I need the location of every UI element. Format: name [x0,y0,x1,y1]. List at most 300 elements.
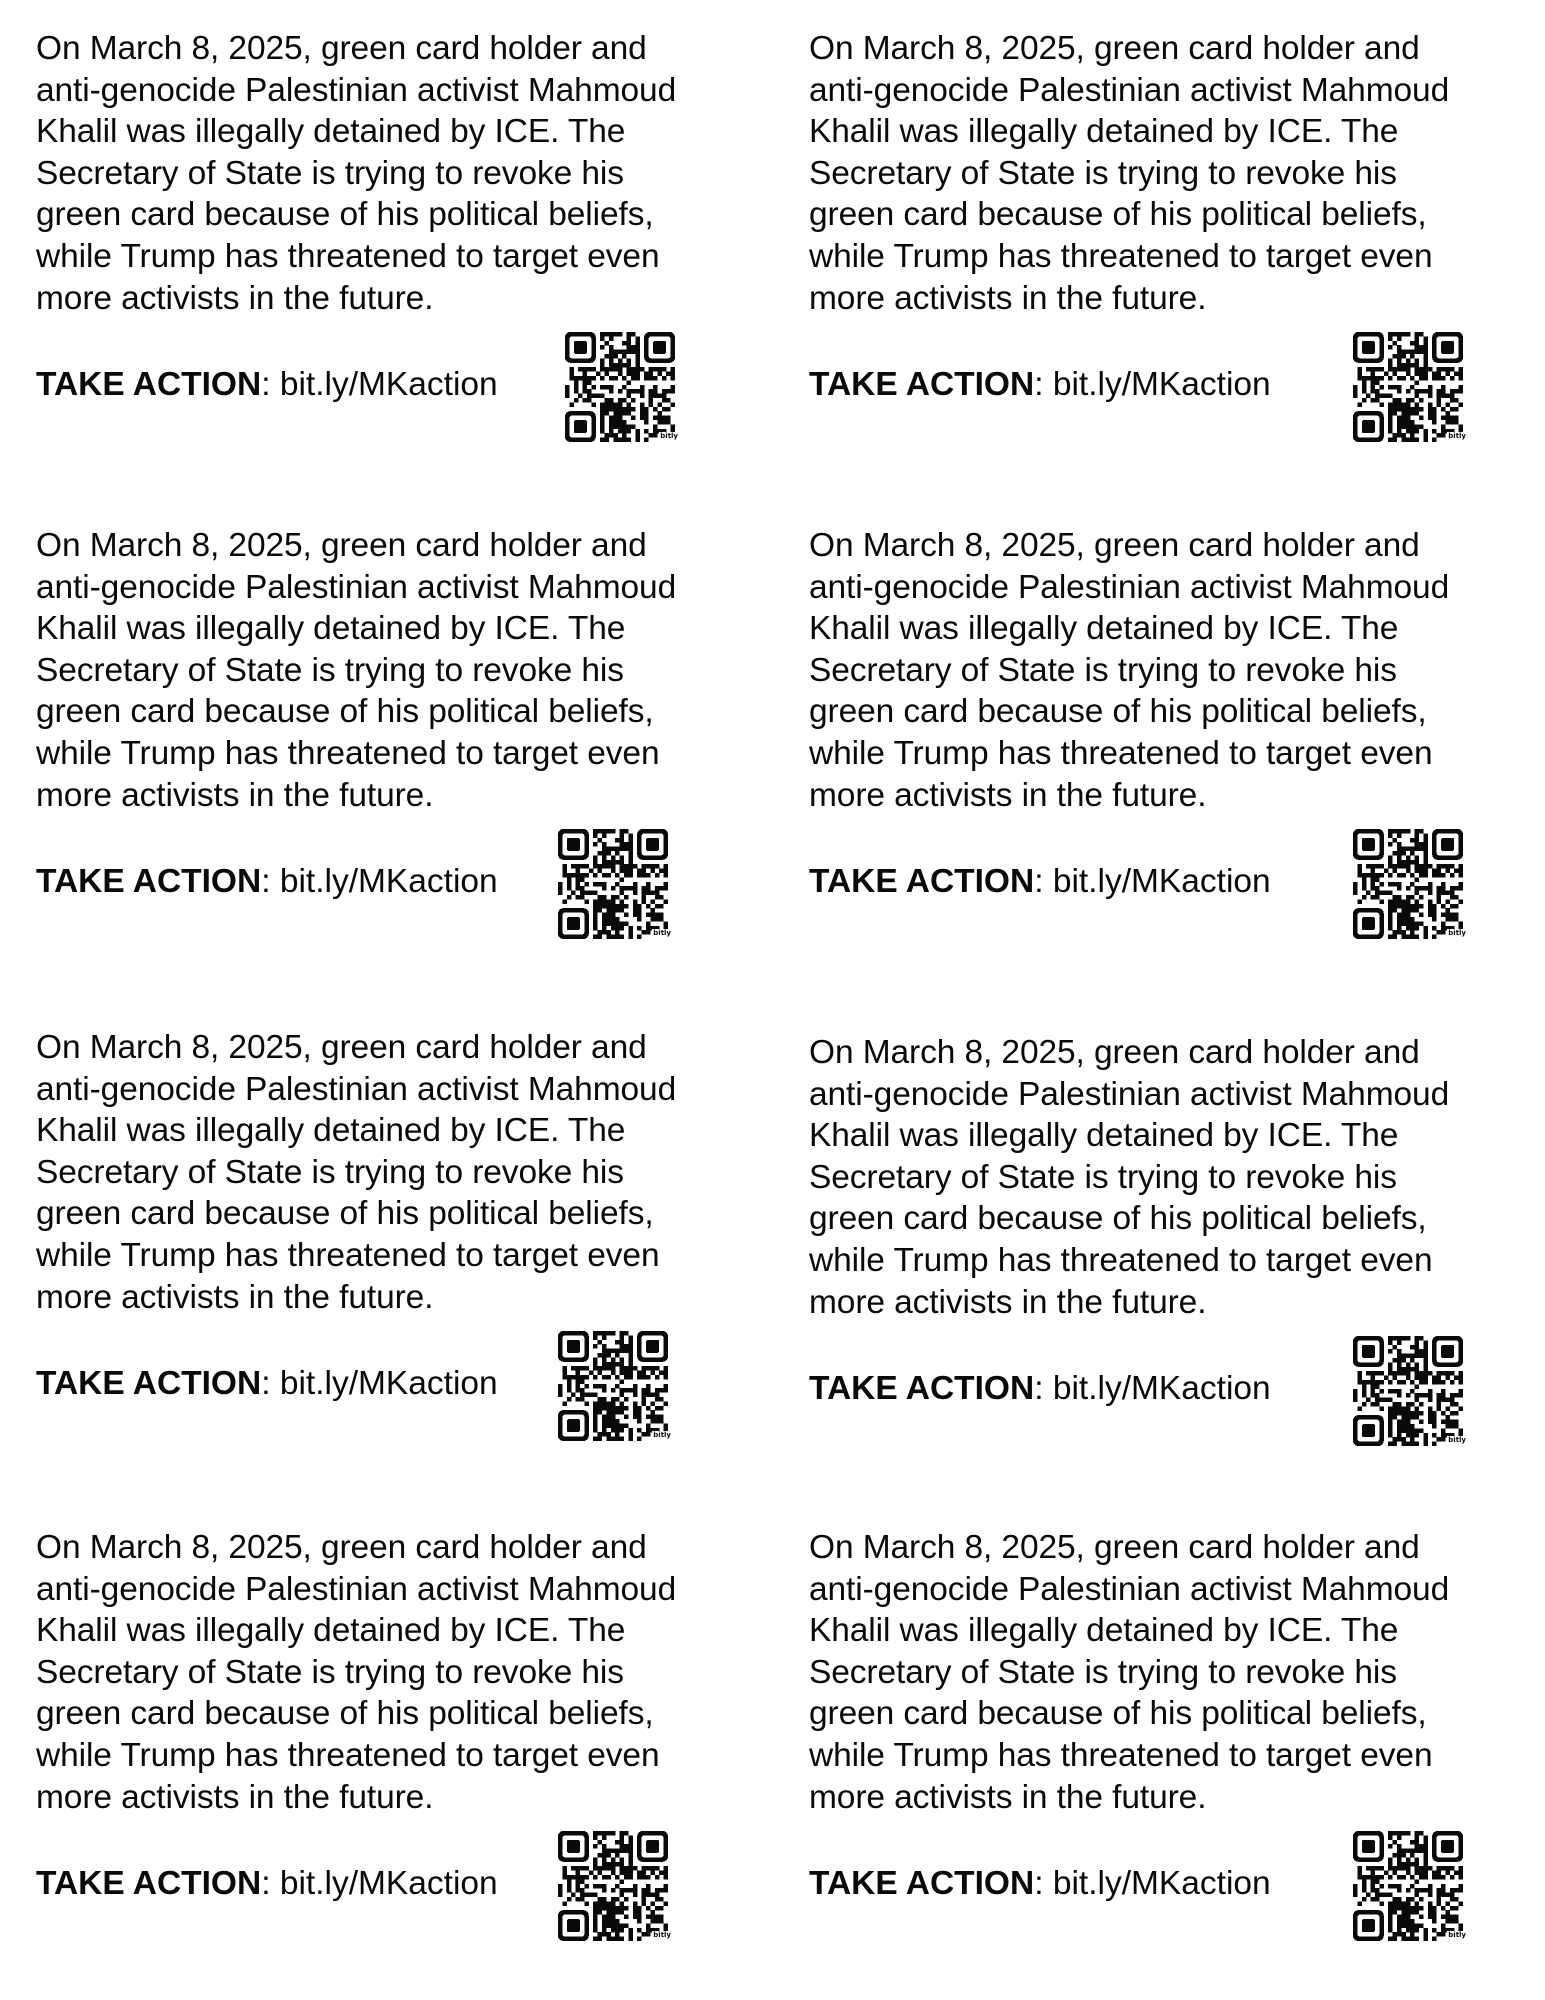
qr-module [1388,1835,1392,1839]
qr-module [620,829,624,833]
qr-module [1379,1389,1383,1393]
qr-module [605,385,609,389]
qr-module [1410,1884,1414,1888]
take-action-label: TAKE ACTION [36,1865,262,1902]
qr-module [1401,921,1405,925]
qr-module [1401,354,1405,358]
qr-module [1410,1910,1414,1914]
qr-module [606,1901,610,1905]
take-action-link[interactable]: bit.ly/MKaction [279,1365,498,1402]
qr-module [1371,895,1375,899]
qr-module [615,1423,619,1427]
qr-module [598,930,602,934]
take-action-link[interactable]: bit.ly/MKaction [1052,366,1271,403]
take-action-link[interactable]: bit.ly/MKaction [279,366,498,403]
qr-module [576,1366,580,1370]
qr-module [1353,1389,1357,1393]
qr-module [1415,1893,1419,1897]
qr-module [602,1901,606,1905]
qr-module [659,895,663,899]
qr-module [620,1879,624,1883]
qr-module [1375,1402,1379,1406]
qr-module [627,372,631,376]
qr-module [1415,877,1419,881]
qr-finder-pattern [1362,1424,1375,1437]
qr-module [666,420,670,424]
qr-module [618,424,622,428]
qr-module [1384,1871,1388,1875]
qr-code-icon[interactable] [1353,1336,1466,1446]
qr-module [1388,402,1392,406]
qr-code-icon[interactable] [558,829,671,939]
qr-module [1384,394,1388,398]
qr-module [1410,1937,1414,1941]
qr-module [580,1888,584,1892]
qr-module [598,1384,602,1388]
qr-module [1357,1406,1361,1410]
qr-module [1415,1384,1419,1388]
take-action-link[interactable]: bit.ly/MKaction [1052,1370,1271,1407]
qr-module [1401,899,1405,903]
qr-module [1362,873,1366,877]
qr-module [628,869,632,873]
qr-module [1441,407,1445,411]
qr-module [1428,1910,1432,1914]
qr-module [600,394,604,398]
qr-module [1445,1893,1449,1897]
qr-module [1441,1428,1445,1432]
qr-module [646,1406,650,1410]
qr-module [605,341,609,345]
qr-module [558,1893,562,1897]
qr-module [611,860,615,864]
qr-module [1397,1875,1401,1879]
qr-module [642,1893,646,1897]
qr-module [1450,913,1454,917]
qr-module [1432,1380,1436,1384]
qr-module [1459,869,1463,873]
qr-module [593,1844,597,1848]
qr-module [602,847,606,851]
body-line: while Trump has threatened to target even [809,734,1433,772]
qr-module [1406,829,1410,833]
qr-module [1388,1844,1392,1848]
take-action-link[interactable]: bit.ly/MKaction [279,863,498,900]
qr-module [655,913,659,917]
qr-code-icon[interactable] [1353,829,1466,939]
qr-module [628,1875,632,1879]
qr-module [1432,1415,1436,1419]
qr-module [1419,842,1423,846]
qr-module [620,1835,624,1839]
qr-code-icon[interactable] [1353,1831,1466,1941]
qr-module [602,1919,606,1923]
qr-module [1445,1406,1449,1410]
take-action-row [809,862,1271,902]
qr-module [650,913,654,917]
qr-module [1401,913,1405,917]
qr-module [1371,1393,1375,1397]
qr-module [1379,1875,1383,1879]
qr-module [571,864,575,868]
qr-module [1397,886,1401,890]
qr-module [620,1393,624,1397]
qr-module [642,1393,646,1397]
qr-module [606,1401,610,1405]
qr-module [1441,1893,1445,1897]
flyer-card-2-left [36,525,756,995]
qr-module [1459,385,1463,389]
qr-module [1379,1371,1383,1375]
qr-module [1388,1442,1392,1446]
qr-module [615,1397,619,1401]
qr-module [613,438,617,442]
qr-module [1415,1937,1419,1941]
qr-module [1437,1866,1441,1870]
qr-module [628,1366,632,1370]
qr-module [624,1371,628,1375]
qr-module [1397,921,1401,925]
qr-module [1454,1420,1458,1424]
qr-module [646,873,650,877]
qr-module [615,1937,619,1941]
qr-module [628,855,632,859]
qr-module [1397,1844,1401,1848]
qr-module [615,930,619,934]
qr-module [624,1366,628,1370]
take-action-link[interactable]: bit.ly/MKaction [1052,863,1271,900]
qr-module [620,935,624,939]
qr-module [1445,899,1449,903]
qr-module [611,1910,615,1914]
qr-finder-pattern [567,1840,580,1853]
qr-module [611,1901,615,1905]
qr-module [1415,829,1419,833]
qr-module [1415,869,1419,873]
qr-module [659,1388,663,1392]
qr-module [649,367,653,371]
qr-module [1388,1937,1392,1941]
qr-module [1423,1345,1427,1349]
qr-module [620,1888,624,1892]
qr-module [1419,1871,1423,1875]
qr-module [1401,1919,1405,1923]
qr-module [602,1388,606,1392]
qr-module [558,891,562,895]
qr-module [1441,376,1445,380]
qr-module [1388,1831,1392,1835]
qr-module [1450,1420,1454,1424]
qr-module [1445,1871,1449,1875]
qr-module [1375,376,1379,380]
qr-module [1397,367,1401,371]
qr-module [1441,1433,1445,1437]
qr-module [1401,1862,1405,1866]
qr-module [1415,891,1419,895]
qr-module [606,904,610,908]
qr-module [593,1937,597,1941]
qr-code-icon[interactable] [558,1831,671,1941]
qr-module [593,1857,597,1861]
qr-module [615,1849,619,1853]
qr-finder-pattern [567,1340,580,1353]
qr-module [650,1366,654,1370]
qr-module [1450,1866,1454,1870]
qr-module [1415,1840,1419,1844]
qr-module [1410,1442,1414,1446]
qr-module [593,917,597,921]
take-action-label: TAKE ACTION [809,366,1035,403]
qr-module [1410,385,1414,389]
qr-module [1401,908,1405,912]
qr-module [1353,1888,1357,1892]
qr-module [1371,869,1375,873]
qr-module [1432,1871,1436,1875]
qr-module [1423,1844,1427,1848]
qr-module [1459,376,1463,380]
qr-module [562,873,566,877]
qr-module [1397,833,1401,837]
qr-module [567,886,571,890]
qr-module [1401,935,1405,939]
qr-module [662,367,666,371]
qr-module [602,1844,606,1848]
qr-module [602,1375,606,1379]
qr-module [580,895,584,899]
qr-module [633,891,637,895]
qr-module [627,345,631,349]
qr-module [1441,1437,1445,1441]
qr-module [567,1875,571,1879]
qr-module [624,1906,628,1910]
qr-module [1419,1393,1423,1397]
qr-module [1437,433,1441,437]
qr-module [627,350,631,354]
qr-module [637,1375,641,1379]
qr-module [1450,1371,1454,1375]
qr-module [1393,1345,1397,1349]
qr-module [1419,1428,1423,1432]
qr-module [600,407,604,411]
qr-module [1437,1371,1441,1375]
body-line: On March 8, 2025, green card holder and [36,30,647,67]
qr-module [576,1397,580,1401]
qr-module [1357,367,1361,371]
qr-module [633,1388,637,1392]
qr-module [637,1919,641,1923]
qr-module [655,873,659,877]
qr-module [576,869,580,873]
body-line: Secretary of State is trying to revoke his [36,1653,624,1691]
flyer-body-text [809,28,1529,319]
qr-module [602,899,606,903]
qr-module [1410,433,1414,437]
qr-module [1388,899,1392,903]
qr-module [1406,1897,1410,1901]
qr-module [602,926,606,930]
qr-module [633,1866,637,1870]
qr-module [666,398,670,402]
qr-module [624,1915,628,1919]
qr-module [1432,1937,1436,1941]
qr-module [1445,411,1449,415]
qr-module [611,917,615,921]
qr-module [1397,345,1401,349]
qr-module [565,394,569,398]
qr-module [1406,886,1410,890]
qr-module [1415,1442,1419,1446]
qr-module [1406,1901,1410,1905]
qr-module [1441,904,1445,908]
qr-module [1423,345,1427,349]
qr-module [1419,1866,1423,1870]
qr-module [584,1393,588,1397]
qr-module [1371,886,1375,890]
qr-module [627,367,631,371]
qr-module [602,1849,606,1853]
qr-module [1410,407,1414,411]
qr-module [1459,873,1463,877]
body-line: green card because of his political beliefs, [36,1695,654,1733]
qr-module [567,1884,571,1888]
qr-module [1410,882,1414,886]
qr-module [664,1901,668,1905]
qr-module [1419,1849,1423,1853]
qr-module [662,389,666,393]
qr-module [1410,1932,1414,1936]
qr-module [589,891,593,895]
qr-module [1454,895,1458,899]
qr-module [606,1919,610,1923]
qr-module [1388,1367,1392,1371]
qr-finder-pattern [1441,1345,1454,1358]
qr-module [1397,389,1401,393]
qr-module [613,376,617,380]
qr-module [591,367,595,371]
qr-module [620,1857,624,1861]
qr-module [1419,1376,1423,1380]
qr-module [593,1910,597,1914]
qr-module [650,864,654,868]
qr-module [606,1875,610,1879]
qr-module [1406,1406,1410,1410]
qr-module [1371,1897,1375,1901]
qr-module [1423,1340,1427,1344]
qr-module [659,1397,663,1401]
qr-module [620,1366,624,1370]
qr-module [628,860,632,864]
qr-module [1393,385,1397,389]
qr-module [1366,1875,1370,1879]
qr-module [1419,1349,1423,1353]
qr-module [598,1331,602,1335]
qr-module [1362,1402,1366,1406]
qr-code-icon[interactable] [1353,332,1466,442]
take-action-link[interactable]: bit.ly/MKaction [279,1865,498,1902]
take-action-row [36,365,498,405]
qr-module [1459,1389,1463,1393]
qr-module [1415,1871,1419,1875]
qr-module [589,1393,593,1397]
qr-module [602,1831,606,1835]
qr-module [635,438,639,442]
qr-module [602,1401,606,1405]
qr-module [1397,1884,1401,1888]
qr-module [622,411,626,415]
qr-module [598,851,602,855]
take-action-link[interactable]: bit.ly/MKaction [1052,1865,1271,1902]
qr-module [1423,376,1427,380]
qr-module [1406,1857,1410,1861]
qr-module [1428,908,1432,912]
qr-module [644,429,648,433]
qr-code-icon[interactable] [565,332,678,442]
qr-module [628,1888,632,1892]
body-line: Khalil was illegally detained by ICE. The [36,113,626,151]
qr-module [1379,1380,1383,1384]
qr-module [602,864,606,868]
qr-module [624,921,628,925]
qr-module [1437,389,1441,393]
qr-module [1388,385,1392,389]
qr-module [1428,1389,1432,1393]
qr-module [1388,908,1392,912]
qr-code-graphic [558,1331,668,1441]
qr-module [1379,402,1383,406]
qr-module [1401,1380,1405,1384]
qr-module [1397,882,1401,886]
qr-module [611,1919,615,1923]
qr-module [606,1831,610,1835]
qr-module [576,864,580,868]
qr-module [1406,1420,1410,1424]
qr-module [1397,363,1401,367]
qr-module [1366,1893,1370,1897]
qr-module [1410,1897,1414,1901]
qr-module [1388,363,1392,367]
qr-module [664,1371,668,1375]
qr-module [657,402,661,406]
qr-module [633,1406,637,1410]
qr-module [1401,917,1405,921]
qr-module [598,899,602,903]
qr-module [602,1884,606,1888]
qr-module [618,372,622,376]
qr-module [1437,1393,1441,1397]
qr-module [571,1893,575,1897]
qr-module [624,1344,628,1348]
qr-code-icon[interactable] [558,1331,671,1441]
qr-module [1415,389,1419,393]
qr-finder-pattern [1362,341,1375,354]
qr-module [1445,402,1449,406]
body-line: anti-genocide Palestinian activist Mahmoud [36,1070,677,1108]
qr-module [1371,1875,1375,1879]
qr-module [613,407,617,411]
qr-module [593,904,597,908]
qr-module [628,1844,632,1848]
qr-module [1428,1915,1432,1919]
qr-module [1362,882,1366,886]
qr-module [593,1866,597,1870]
qr-module [558,886,562,890]
qr-module [1362,1888,1366,1892]
qr-module [1454,420,1458,424]
qr-module [1415,350,1419,354]
qr-module [653,416,657,420]
qr-module [1459,372,1463,376]
qr-module [611,1419,615,1423]
